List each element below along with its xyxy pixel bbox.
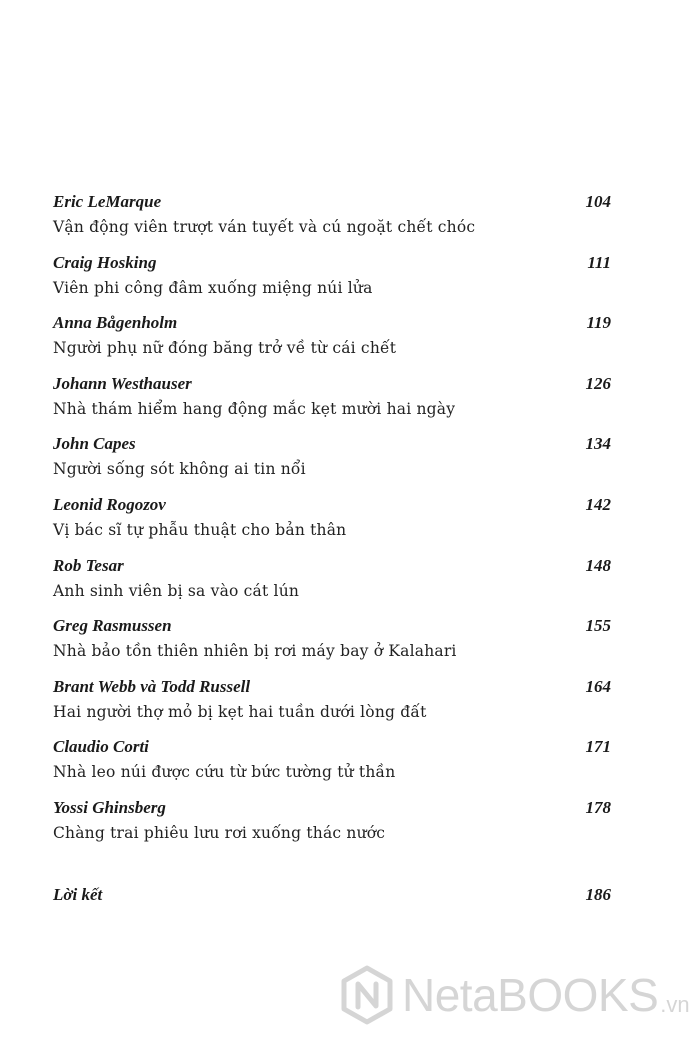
toc-entry[interactable] [53, 493, 611, 554]
watermark-brand: NetaBOOKS [402, 969, 659, 1021]
table-of-contents [53, 190, 611, 857]
toc-entry[interactable] [53, 554, 611, 615]
chapter-name: Eric LeMarque [53, 192, 162, 211]
page-number: 148 [585, 555, 611, 575]
chapter-name: Leonid Rogozov [53, 494, 166, 514]
toc-entry[interactable] [53, 372, 611, 433]
chapter-name: Craig Hosking [53, 252, 157, 272]
page-number: 126 [585, 373, 611, 393]
chapter-subtitle: Người phụ nữ đóng băng trở về từ cái chết [53, 339, 397, 358]
page-number: 171 [585, 737, 611, 757]
chapter-subtitle: Viên phi công đâm xuống miệng núi lửa [53, 278, 373, 297]
toc-entry[interactable] [53, 432, 611, 493]
chapter-subtitle: Hai người thợ mỏ bị kẹt hai tuần dưới lòng đất [53, 702, 427, 721]
chapter-name: John Capes [53, 434, 136, 454]
chapter-name: Claudio Corti [53, 737, 149, 757]
chapter-name: Rob Tesar [53, 555, 124, 575]
chapter-name: Greg Rasmussen [53, 616, 172, 636]
page-number: 119 [586, 313, 611, 333]
page-number: 186 [585, 885, 611, 904]
chapter-subtitle: Nhà leo núi được cứu từ bức tường tử thần [53, 763, 396, 782]
chapter-name: Brant Webb và Todd Russell [53, 676, 251, 696]
toc-entry[interactable] [53, 190, 611, 251]
chapter-subtitle: Vị bác sĩ tự phẫu thuật cho bản thân [53, 520, 347, 539]
toc-entry[interactable] [53, 675, 611, 736]
toc-entry[interactable] [53, 735, 611, 796]
page-number: 111 [587, 252, 611, 272]
toc-entry[interactable] [53, 311, 611, 372]
chapter-subtitle: Chàng trai phiêu lưu rơi xuống thác nước [53, 823, 386, 842]
watermark-suffix: .vn [660, 992, 690, 1017]
toc-entry[interactable] [53, 796, 611, 857]
page-number: 155 [585, 616, 611, 636]
netabooks-logo-icon [340, 965, 394, 1025]
chapter-subtitle: Vận động viên trượt ván tuyết và cú ngoặt chết chóc [53, 218, 476, 236]
chapter-name: Johann Westhauser [53, 373, 192, 393]
chapter-subtitle: Anh sinh viên bị sa vào cát lún [53, 581, 300, 600]
page-number: 178 [585, 797, 611, 817]
chapter-subtitle: Người sống sót không ai tin nổi [53, 460, 306, 479]
chapter-name: Yossi Ghinsberg [53, 797, 166, 817]
chapter-name: Lời kết [53, 885, 103, 904]
chapter-subtitle: Nhà bảo tồn thiên nhiên bị rơi máy bay ở Kalahari [53, 642, 457, 661]
chapter-subtitle: Nhà thám hiểm hang động mắc kẹt mười hai ngày [53, 399, 456, 418]
page-number: 134 [585, 434, 611, 454]
chapter-name: Anna Bågenholm [53, 313, 178, 333]
page-number: 104 [585, 192, 611, 211]
toc-entry[interactable] [53, 251, 611, 312]
netabooks-watermark [340, 960, 690, 1030]
toc-entry-epilogue[interactable] [53, 883, 611, 907]
page-number: 164 [585, 676, 611, 696]
page-number: 142 [585, 494, 611, 514]
toc-entry[interactable] [53, 614, 611, 675]
